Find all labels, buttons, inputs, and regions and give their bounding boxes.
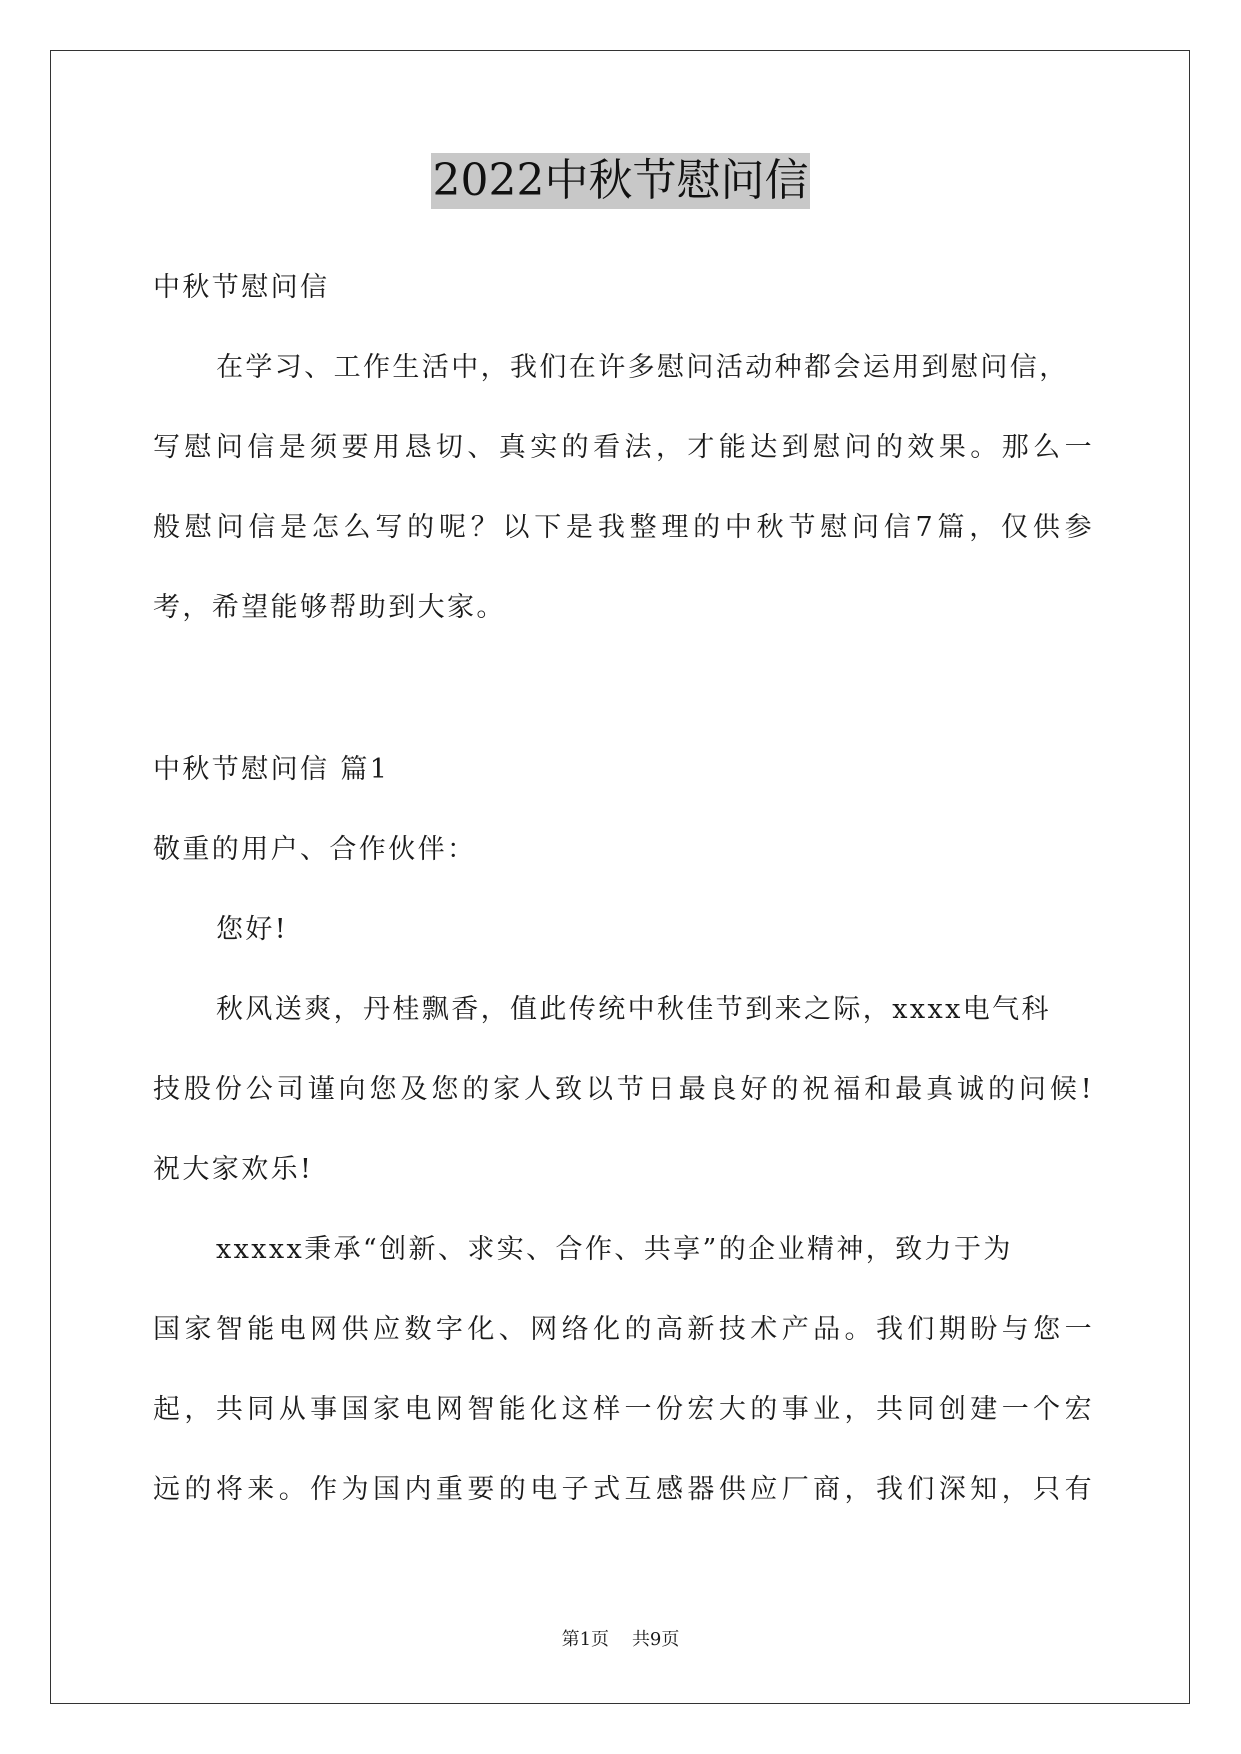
intro-line-1: 在学习、工作生活中，我们在许多慰问活动种都会运用到慰问信，: [216, 352, 1069, 383]
page-footer: [0, 1628, 1241, 1652]
page-total: 共9页: [631, 1629, 680, 1650]
para2-line-2: 国家智能电网供应数字化、网络化的高新技术产品。我们期盼与您一: [153, 1314, 1094, 1345]
title-container: [0, 153, 1241, 209]
para2-line-3: 起，共同从事国家电网智能化这样一份宏大的事业，共同创建一个宏: [153, 1394, 1094, 1425]
section-heading: 中秋节慰问信 篇1: [153, 754, 390, 785]
salutation: 敬重的用户、合作伙伴：: [153, 834, 477, 865]
para1-line-2: 技股份公司谨向您及您的家人致以节日最良好的祝福和最真诚的问候!: [153, 1074, 1094, 1105]
para1-line-3: 祝大家欢乐!: [153, 1154, 314, 1185]
intro-line-3: 般慰问信是怎么写的呢？以下是我整理的中秋节慰问信7篇，仅供参: [153, 512, 1094, 543]
intro-line-4: 考，希望能够帮助到大家。: [153, 592, 506, 623]
para2-line-4: 远的将来。作为国内重要的电子式互感器供应厂商，我们深知，只有: [153, 1474, 1094, 1505]
subtitle: 中秋节慰问信: [153, 272, 330, 303]
para1-line-1: 秋风送爽，丹桂飘香，值此传统中秋佳节到来之际，xxxx电气科: [216, 994, 1051, 1025]
page-number: 第1页: [561, 1629, 610, 1650]
intro-line-2: 写慰问信是须要用恳切、真实的看法，才能达到慰问的效果。那么一: [153, 432, 1094, 463]
para2-line-1: xxxxx秉承“创新、求实、合作、共享”的企业精神，致力于为: [216, 1234, 1013, 1265]
greeting: 您好!: [216, 914, 289, 945]
document-title: 2022中秋节慰问信: [431, 153, 811, 209]
